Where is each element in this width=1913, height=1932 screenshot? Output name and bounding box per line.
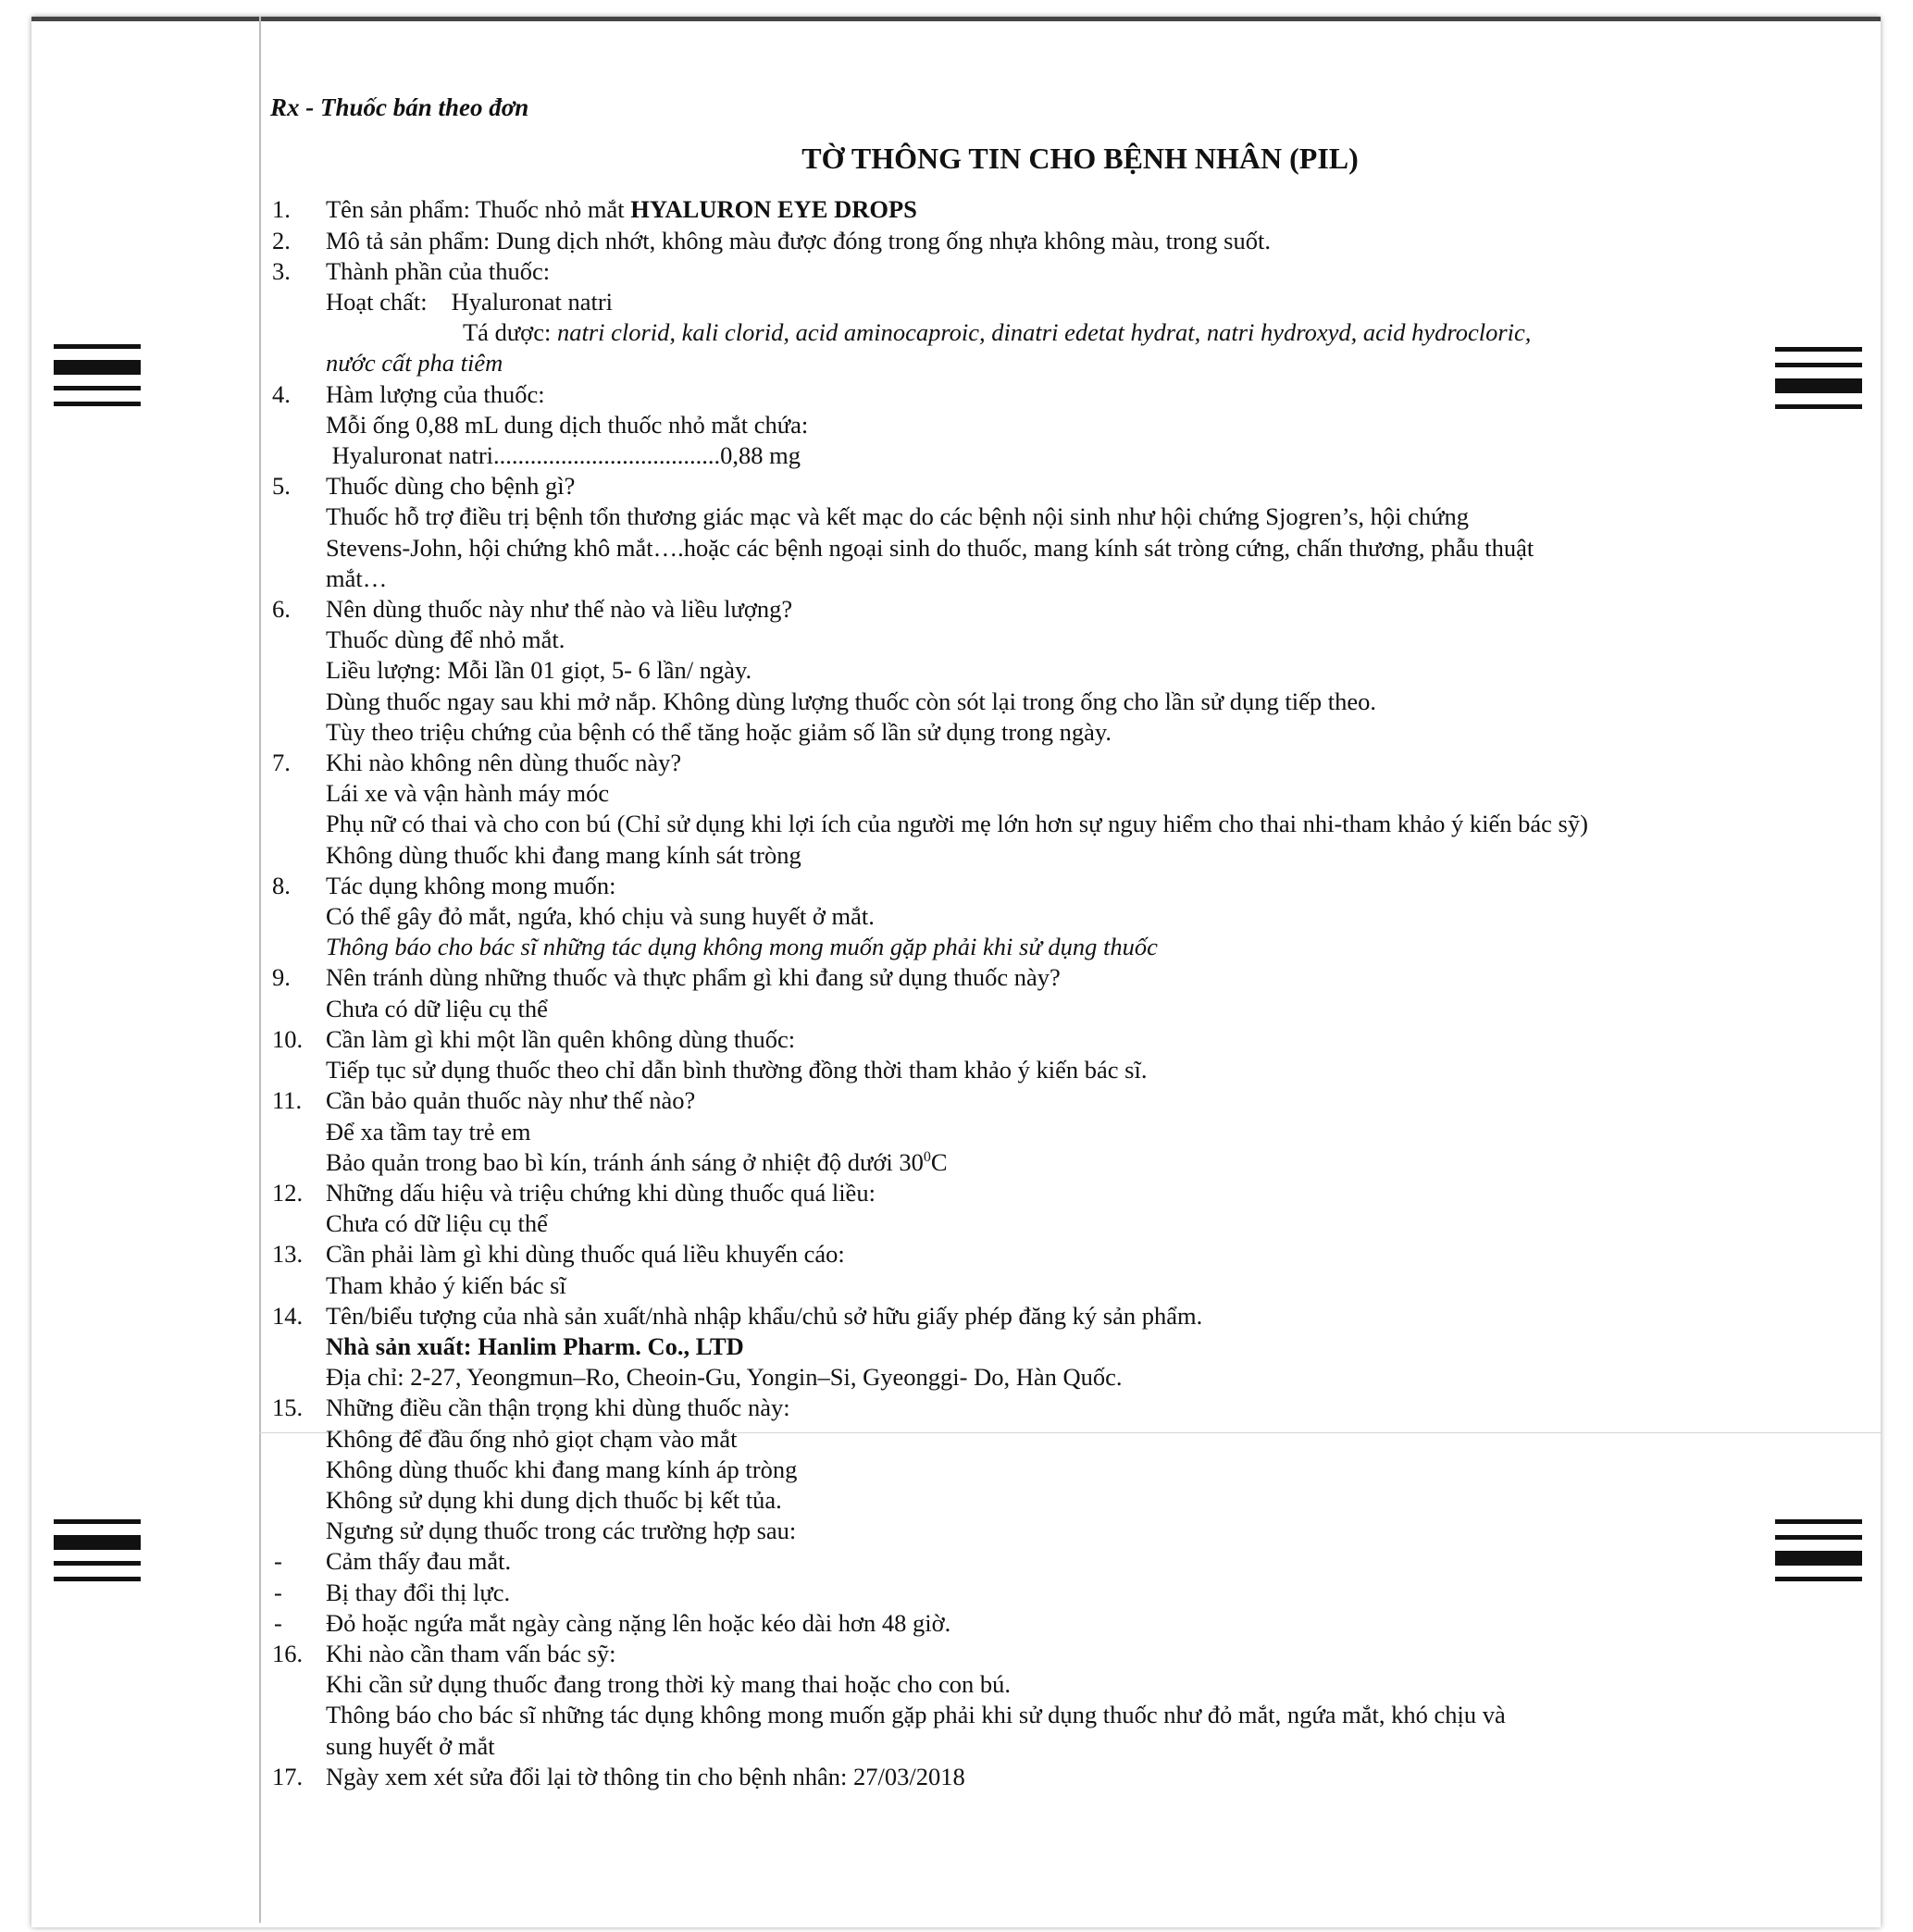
revision-date: Ngày xem xét sửa đổi lại tờ thông tin cho bệnh nhân: 27/03/2018 xyxy=(326,1762,965,1790)
storage-temperature: Bảo quản trong bao bì kín, tránh ánh sáng ở nhiệt độ dưới $30^0C$ xyxy=(326,1147,948,1176)
registration-mark-bottom-right xyxy=(1775,1519,1862,1592)
list-item: - Bị thay đổi thị lực. xyxy=(274,1578,511,1606)
manufacturer-address: Địa chỉ: 2-27, Yeongmun–Ro, Cheoin-Gu, Yongin–Si, Gyeonggi- Do, Hàn Quốc. xyxy=(326,1363,1123,1392)
section-15: 15. Những điều cần thận trọng khi dùng thuốc này: xyxy=(272,1393,790,1422)
binding-line xyxy=(259,17,261,1923)
excipients-line2: nước cất pha tiêm xyxy=(326,349,503,378)
section-5: 5. Thuốc dùng cho bệnh gì? xyxy=(272,472,576,501)
section-3: 3. Thành phần của thuốc: xyxy=(272,256,551,285)
rx-label: Rx - Thuốc bán theo đơn xyxy=(270,93,529,121)
section-6: 6. Nên dùng thuốc này như thế nào và liều lượng? xyxy=(272,595,793,624)
section-9: 9. Nên tránh dùng những thuốc và thực phẩm gì khi đang sử dụng thuốc này? xyxy=(272,963,1061,992)
manufacturer: Nhà sản xuất: Hanlim Pharm. Co., LTD xyxy=(326,1331,744,1360)
section-10: 10. Cần làm gì khi một lần quên không dùng thuốc: xyxy=(272,1024,796,1053)
section-13: 13. Cần phải làm gì khi dùng thuốc quá liều khuyến cáo: xyxy=(272,1240,845,1269)
leaflet-content: Rx - Thuốc bán theo đơn TỜ THÔNG TIN CHO BỆNH NHÂN (PIL) 1. Tên sản phẩm: Thuốc nhỏ mắt HYALURON EYE DROPS 2. Mô tả sản phẩm: Dung dịch nhớt, không màu được đóng trong ống nhựa không màu, trong suốt. 3. Thành phần của thuốc: Hoạt chất: Hyaluronat natri Tá dược: natri clorid, kali clorid, acid aminocaproic, dinatri edetat hydrat, natri hydroxyd, acid hydrocloric, nước cất pha tiêm 4. Hàm lượng của thuốc: Mỗi ống 0,88 mL dung dịch thuốc nhỏ mắt chứa: Hyaluronat natri.....................................0,88 mg 5. Thuốc dùng cho bệnh gì? Thuốc hỗ trợ điều trị bệnh tổn thương giác mạc và kết mạc do các bệnh nội sinh như hội chứng Sjogren’s, hội chứng Stevens-John, hội chứng khô mắt….hoặc các bệnh ngoại sinh do thuốc, mang kính sát tròng cứng, chấn thương, phẫu thuật mắt… 6. Nên dùng thuốc này như thế nào và liều lượng? Thuốc dùng để nhỏ mắt. Liều lượng: Mỗi lần 01 giọt, 5- 6 lần/ ngày. Dùng thuốc ngay sau khi mở nắp. Không dùng lượng thuốc còn sót lại trong ống cho lần sử dụng tiếp theo. Tùy theo triệu chứng của bệnh có thể tăng hoặc giảm số lần sử dụng trong ngày. 7. Khi nào không nên dùng thuốc này? Lái xe và vận hành máy móc Phụ nữ có thai và cho con bú (Chỉ sử dụng khi lợi ích của người mẹ lớn hơn sự nguy hiểm cho thai nhi-tham khảo ý kiến bác sỹ) Không dùng thuốc khi đang mang kính sát tròng 8. Tác dụng không mong muốn: Có thể gây đỏ mắt, ngứa, khó chịu và sung huyết ở mắt. Thông báo cho bác sĩ những tác dụng không mong muốn gặp phải khi sử dụng thuốc 9. Nên tránh dùng những thuốc và thực phẩm gì khi đang sử dụng thuốc này? Chưa có dữ liệu cụ thể 10. Cần làm gì khi một lần quên không dùng thuốc: Tiếp tục sử dụng thuốc theo chỉ dẫn bình thường đồng thời tham khảo ý kiến bác sĩ. 11. Cần bảo quản thuốc này như thế nào? Để xa tầm tay trẻ em Bảo quản trong bao bì kín, tránh ánh sáng ở nhiệt độ dưới $30^0C$ 12. Những dấu hiệu và triệu chứng khi dùng thuốc quá liều: Chưa có dữ liệu cụ thể 13. Cần phải làm gì khi dùng thuốc quá liều khuyến cáo: Tham khảo ý kiến bác sĩ 14. Tên/biểu tượng của nhà sản xuất/nhà nhập khẩu/chủ sở hữu giấy phép đăng ký sản phẩm. Nhà sản xuất: Hanlim Pharm. Co., LTD Địa chỉ: 2-27, Yeongmun–Ro, Cheoin-Gu, Yongin–Si, Gyeonggi- Do, Hàn Quốc. 15. Những điều cần thận trọng khi dùng thuốc này: Không để đầu ống nhỏ giọt chạm vào mắt Không dùng thuốc khi đang mang kính áp tròng Không sử dụng khi dung dịch thuốc bị kết tủa. Ngưng sử dụng thuốc trong các trường hợp sau: - Cảm thấy đau mắt. - Bị thay đổi thị lực. - Đỏ hoặc ngứa mắt ngày càng nặng lên hoặc kéo dài hơn 48 giờ. 16. Khi nào cần tham vấn bác sỹ: Khi cần sử dụng thuốc đang trong thời kỳ mang thai hoặc cho con bú. Thông báo cho bác sĩ những tác dụng không mong muốn gặp phải khi sử dụng thuốc như đỏ mắt, ngứa mắt, khó chịu và sung huyết ở mắt 17. Ngày xem xét sửa đổi lại tờ thông tin cho bệnh nhân: 27/03/2018 xyxy=(270,93,1658,1792)
list-item: - Đỏ hoặc ngứa mắt ngày càng nặng lên hoặc kéo dài hơn 48 giờ. xyxy=(274,1608,951,1637)
section-1: 1. Tên sản phẩm: Thuốc nhỏ mắt HYALURON EYE DROPS xyxy=(272,195,917,224)
section-2: 2. Mô tả sản phẩm: Dung dịch nhớt, không màu được đóng trong ống nhựa không màu, trong suốt. xyxy=(272,226,1271,254)
excipients-line1: Tá dược: natri clorid, kali clorid, acid aminocaproic, dinatri edetat hydrat, natri hydroxyd, acid hydrocloric, xyxy=(463,318,1532,347)
section-7: 7. Khi nào không nên dùng thuốc này? xyxy=(272,749,682,777)
list-item: - Cảm thấy đau mắt. xyxy=(274,1547,512,1576)
registration-mark-bottom-left xyxy=(54,1519,141,1592)
section-11: 11. Cần bảo quản thuốc này như thế nào? xyxy=(272,1086,696,1115)
section-17: 17. Ngày xem xét sửa đổi lại tờ thông tin cho bệnh nhân: 27/03/2018 xyxy=(272,1762,965,1790)
section-16: 16. Khi nào cần tham vấn bác sỹ: xyxy=(272,1639,616,1667)
section-8: 8. Tác dụng không mong muốn: xyxy=(272,871,616,899)
registration-mark-top-left xyxy=(54,344,141,417)
active-ingredient: Hoạt chất: Hyaluronat natri xyxy=(326,288,614,316)
dosage-line: Hyaluronat natri.....................................0,88 mg xyxy=(326,441,801,470)
section-12: 12. Những dấu hiệu và triệu chứng khi dùng thuốc quá liều: xyxy=(272,1178,876,1207)
section-14: 14. Tên/biểu tượng của nhà sản xuất/nhà nhập khẩu/chủ sở hữu giấy phép đăng ký sản phẩm. xyxy=(272,1301,1203,1330)
registration-mark-top-right xyxy=(1775,347,1862,420)
page-title: TỜ THÔNG TIN CHO BỆNH NHÂN (PIL) xyxy=(801,142,1359,176)
product-name: HYALURON EYE DROPS xyxy=(630,195,917,224)
product-label: Tên sản phẩm: Thuốc nhỏ mắt xyxy=(326,195,631,224)
section-4: 4. Hàm lượng của thuốc: xyxy=(272,379,545,408)
